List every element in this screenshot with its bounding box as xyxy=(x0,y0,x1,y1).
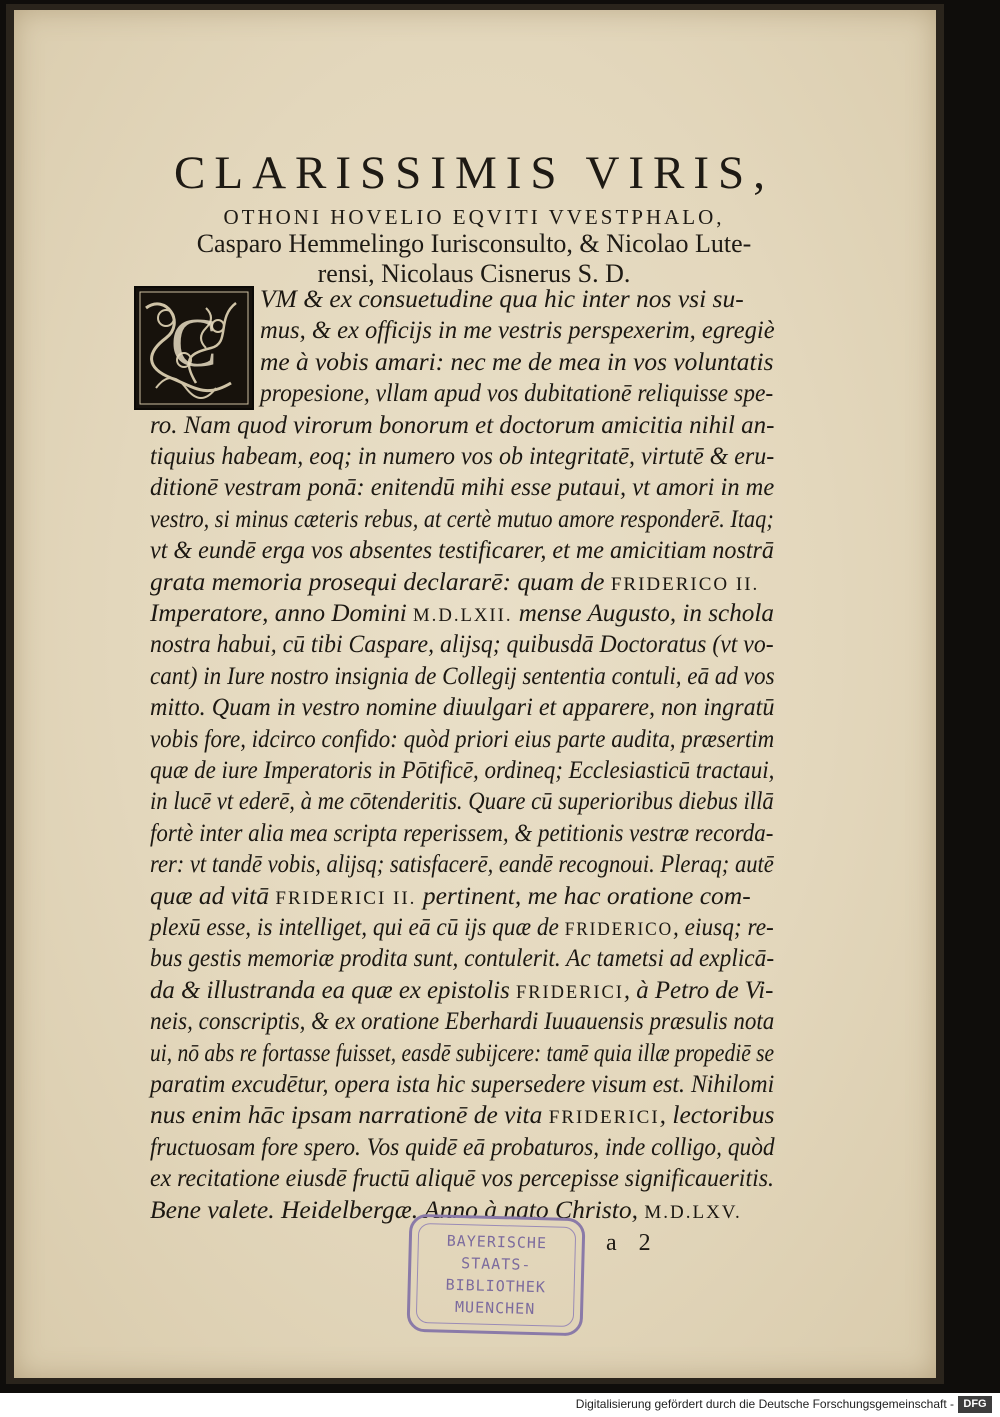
decorated-initial-letter xyxy=(134,286,254,410)
body-line xyxy=(150,1161,774,1195)
body-line-text-after: pertinent, me hac oratione com- xyxy=(416,880,751,910)
body-line-text: ui, nō abs re fortasse fuisset, easdē subijcere: tamē quia illæ propediē se xyxy=(150,1037,775,1067)
body-line-text: neis, conscriptis, & ex oratione Eberhardi Iuuauensis præsulis nota xyxy=(150,1006,775,1036)
small-caps-name: M.D.LXV. xyxy=(644,1201,742,1223)
body-line-text: grata memoria prosequi declararē: quam de xyxy=(150,566,611,596)
body-line xyxy=(150,753,774,787)
body-line xyxy=(150,816,773,850)
small-caps-name: FRIDERICO II. xyxy=(610,573,760,595)
body-line-text: vobis fore, idcirco confido: quòd priori eius parte audita, præsertim xyxy=(150,723,775,753)
body-line-text: paratim excudētur, opera ista hic supersedere visum est. Nihilomi xyxy=(150,1069,775,1098)
body-line xyxy=(260,282,744,316)
book-page xyxy=(14,10,936,1378)
body-line-text: plexū esse, is intelliget, qui eā cū ijs quæ de xyxy=(150,912,565,941)
body-line xyxy=(150,1130,775,1164)
small-caps-name: FRIDERICO xyxy=(564,919,673,940)
body-line xyxy=(150,1036,774,1070)
body-line-text: mus, & ex officijs in me vestris perspexerim, egregiè xyxy=(260,315,775,345)
body-line xyxy=(150,565,759,599)
body-line xyxy=(150,973,773,1007)
body-line-text: in lucē vt ederē, à me cōtenderitis. Quare cū superioribus diebus illā xyxy=(150,786,774,816)
body-line-text: mitto. Quam in vestro nomine diuulgari et apparere, non ingratū xyxy=(150,692,775,722)
body-line-text: ex recitatione eiusdē fructū aliquē vos percepisse significaueritis. xyxy=(150,1163,774,1193)
body-line-text: nostra habui, cū tibi Caspare, alijsq; quibusdā Doctoratus (vt vo- xyxy=(150,629,774,659)
body-line-text: bus gestis memoriæ prodita sunt, contulerit. Ac tametsi ad explicā- xyxy=(150,943,775,973)
library-stamp xyxy=(406,1214,585,1337)
body-line-text-after: , lectoribus xyxy=(659,1100,775,1130)
dfg-logo: DFG xyxy=(958,1396,992,1413)
body-line xyxy=(150,659,775,693)
body-line-text: propesione, vllam apud vos dubitationē reliquisse spe- xyxy=(260,378,774,408)
body-line-text: quæ ad vitā xyxy=(150,880,276,910)
body-line xyxy=(150,1098,774,1132)
body-line-text: me à vobis amari: nec me de mea in vos voluntatis xyxy=(260,346,774,376)
body-line xyxy=(150,910,774,944)
body-line xyxy=(150,533,774,567)
body-line xyxy=(150,722,774,756)
body-line-text: nus enim hāc ipsam narrationē de vita xyxy=(150,1100,549,1130)
body-line-text: quæ de iure Imperatoris in Pōtificē, ordineq; Ecclesiasticū tractaui, xyxy=(150,755,775,784)
addressee-line-2: Casparo Hemmelingo Iurisconsulto, & Nicolao Lute- xyxy=(196,229,752,258)
body-line-text: fructuosam fore spero. Vos quidē eā probaturos, inde colligo, quòd xyxy=(150,1131,775,1161)
signature-mark: a 2 xyxy=(606,1230,659,1256)
body-line xyxy=(150,941,774,975)
body-line-text: tiquius habeam, eoq; in numero vos ob integritatē, virtutē & eru- xyxy=(150,441,775,470)
stamp-line-1: BAYERISCHE xyxy=(446,1231,548,1253)
body-line-text-after: , à Petro de Vi- xyxy=(623,974,774,1004)
body-line-text: fortè inter alia mea scripta reperissem, & petitionis vestræ recorda- xyxy=(150,817,774,847)
body-line xyxy=(150,784,774,818)
body-line xyxy=(150,1004,774,1038)
body-line xyxy=(150,1067,774,1101)
funding-notice: Digitalisierung gefördert durch die Deutsche Forschungsgemeinschaft - xyxy=(575,1397,954,1411)
dedication-title: CLARISSIMIS VIRIS, xyxy=(174,147,774,199)
body-line xyxy=(150,470,774,504)
small-caps-name: M.D.LXII. xyxy=(413,605,513,626)
stamp-line-3: BIBLIOTHEK xyxy=(445,1275,547,1297)
body-line-text: ro. Nam quod virorum bonorum et doctorum amicitia nihil an- xyxy=(150,409,775,439)
body-line xyxy=(150,627,774,661)
body-line xyxy=(150,847,774,881)
small-caps-name: FRIDERICI xyxy=(548,1107,660,1129)
body-line-text: rer: vt tandē vobis, alijsq; satisfacerē, eandē recognoui. Pleraq; autē xyxy=(150,849,774,879)
body-line xyxy=(260,376,773,410)
body-line xyxy=(150,408,774,442)
digitization-footer xyxy=(0,1393,1000,1417)
stamp-line-4: MUENCHEN xyxy=(454,1297,536,1319)
body-line-text: Imperatore, anno Domini xyxy=(150,598,414,627)
body-line-text-after: , eiusq; re- xyxy=(672,912,774,941)
small-caps-name: FRIDERICI xyxy=(515,981,624,1003)
body-line xyxy=(150,439,774,473)
body-line xyxy=(150,690,774,724)
body-line xyxy=(260,313,775,347)
body-line-text: da & illustranda ea quæ ex epistolis xyxy=(150,974,516,1004)
body-line-text: cant) in Iure nostro insignia de Collegij sententia contuli, eā ad vos xyxy=(150,660,775,690)
addressee-line-1: OTHONI HOVELIO EQVITI VVESTPHALO, xyxy=(223,205,725,229)
body-line xyxy=(150,502,774,536)
body-line xyxy=(150,596,774,630)
body-line-text: ditionē vestram ponā: enitendū mihi esse putaui, vt amori in me xyxy=(150,472,775,502)
body-line-text-after: mense Augusto, in schola xyxy=(512,598,774,627)
initial-letter-glyph: C xyxy=(170,305,218,382)
body-line-text: vt & eundē erga vos absentes testificarer, et me amicitiam nostrā xyxy=(150,535,774,565)
stamp-line-2: STAATS- xyxy=(460,1254,532,1274)
body-line xyxy=(150,879,751,913)
small-caps-name: FRIDERICI II. xyxy=(275,887,417,909)
addressee-line-3: rensi, Nicolaus Cisnerus S. D. xyxy=(317,259,631,288)
body-line xyxy=(260,345,774,379)
body-line-text: Bene valete. Heidelbergæ. Anno à nato Christo, xyxy=(150,1194,645,1224)
body-line-text: vestro, si minus cæteris rebus, at certè mutuo amore responderē. Itaq; xyxy=(150,503,774,533)
ornament-icon xyxy=(136,288,252,408)
body-line-text: VM & ex consuetudine qua hic inter nos vsi su- xyxy=(260,284,744,313)
